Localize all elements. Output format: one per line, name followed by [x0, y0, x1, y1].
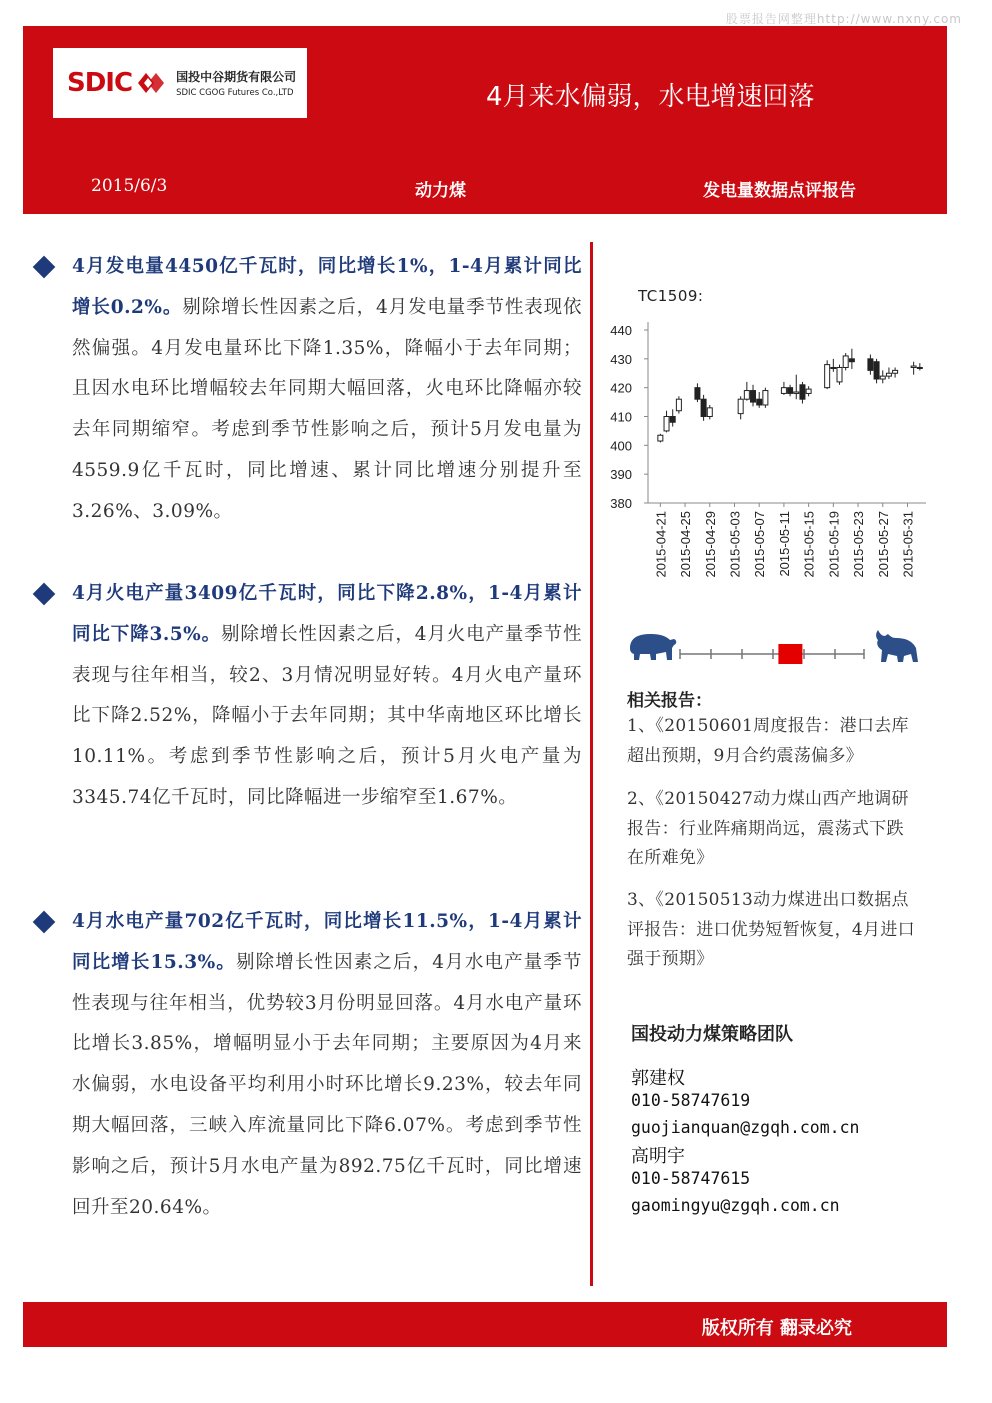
- candle-body: [893, 370, 898, 373]
- bullet-icon: [33, 256, 56, 279]
- x-tick-label: 2015-05-03: [727, 511, 743, 578]
- x-tick-label: 2015-05-11: [776, 511, 792, 577]
- watermark: 股票报告网整理http://www.nxny.com: [725, 12, 962, 26]
- candle-body: [911, 366, 916, 367]
- bull-icon: [872, 626, 920, 668]
- candle-body: [874, 362, 879, 379]
- candle-body: [707, 408, 712, 417]
- report-type: 发电量数据点评报告: [703, 181, 856, 201]
- analyst-email[interactable]: gaomingyu@zgqh.com.cn: [631, 1196, 840, 1215]
- logo-company-en: SDIC CGOG Futures Co.,LTD: [176, 88, 294, 98]
- report-footer: [23, 1302, 947, 1347]
- candle-body: [744, 391, 749, 400]
- candle-body: [763, 391, 768, 405]
- related-report-item[interactable]: 1、《20150601周度报告：港口去库超出预期，9月合约震荡偏多》: [627, 716, 909, 766]
- candle-body: [695, 388, 700, 400]
- bullet-icon: [33, 911, 56, 934]
- y-tick-label: 430: [610, 351, 632, 367]
- candle-body: [843, 356, 848, 368]
- related-report-item[interactable]: 3、《20150513动力煤进出口数据点评报告：进口优势短暂恢复，4月进口强于预期》: [627, 890, 915, 969]
- candle-body: [800, 385, 805, 399]
- analyst-name: 高明宇: [631, 1146, 685, 1167]
- logo-abbr: SDIC: [67, 68, 133, 98]
- x-tick-label: 2015-04-25: [678, 511, 694, 578]
- candle-body: [658, 435, 663, 441]
- candle-body: [781, 388, 786, 394]
- paragraph-highlight: 4月水电产量702亿千瓦时，同比增长11.5%，1-4月累计同比增长15.3%。: [72, 911, 582, 973]
- candle-body: [868, 359, 873, 371]
- x-tick-label: 2015-04-21: [653, 511, 669, 578]
- candle-body: [886, 373, 891, 376]
- candle-body: [849, 359, 854, 362]
- paragraph-body: 剔除增长性因素之后，4月发电量季节性表现依然偏强。4月发电量环比下降1.35%，降幅小于去年同期；且因水电环比增幅较去年同期大幅回落，火电环比降幅亦较去年同期缩窄。考虑到季节性影响之后，预计5月发电量为4559.9亿千瓦时，同比增速、累计同比增速分别提升至3.26%、3.09%。: [72, 296, 582, 522]
- candle-body: [806, 389, 811, 393]
- candle-body: [751, 391, 756, 403]
- related-reports-title: 相关报告：: [627, 691, 712, 711]
- analyst-email[interactable]: guojianquan@zgqh.com.cn: [631, 1118, 860, 1137]
- team-title: 国投动力煤策略团队: [631, 1024, 793, 1045]
- column-divider: [590, 242, 593, 1286]
- logo-mark-icon: [136, 70, 168, 96]
- report-category: 动力煤: [415, 181, 466, 201]
- sentiment-scale: [678, 640, 868, 668]
- paragraph-highlight: 4月火电产量3409亿千瓦时，同比下降2.8%，1-4月累计同比下降3.5%。: [72, 583, 582, 645]
- candle-body: [701, 399, 706, 416]
- paragraph-highlight: 4月发电量4450亿千瓦时，同比增长1%，1-4月累计同比增长0.2%。: [72, 256, 582, 318]
- candle-body: [831, 367, 836, 368]
- paragraph-power-generation: [72, 247, 582, 533]
- x-tick-label: 2015-04-29: [702, 511, 718, 578]
- report-header: [23, 26, 947, 214]
- y-tick-label: 420: [610, 380, 632, 396]
- chart-title: TC1509:: [638, 287, 704, 305]
- candle-body: [757, 399, 762, 405]
- x-tick-label: 2015-05-19: [826, 511, 842, 578]
- logo-company-cn: 国投中谷期货有限公司: [176, 70, 297, 84]
- candle-body: [837, 367, 842, 381]
- y-tick-label: 380: [610, 496, 632, 511]
- candle-body: [825, 365, 830, 388]
- copyright-notice: 版权所有 翻录必究: [701, 1318, 852, 1339]
- paragraph-body: 剔除增长性因素之后，4月火电产量季节性表现与往年相当，较2、3月情况明显好转。4月火电产量环比下降2.52%，降幅小于去年同期；其中华南地区环比增长10.11%。考虑到季节性影响之后，预计5月火电产量为3345.74亿千瓦时，同比降幅进一步缩窄至1.67%。: [72, 623, 583, 808]
- candlestick-chart: [598, 310, 938, 600]
- x-tick-label: 2015-05-31: [900, 511, 916, 578]
- x-tick-label: 2015-05-07: [752, 511, 768, 578]
- paragraph-hydro-power: [72, 902, 582, 1228]
- x-tick-label: 2015-05-27: [875, 511, 891, 578]
- bear-icon: [626, 626, 678, 666]
- candle-body: [880, 376, 885, 379]
- candle-body: [917, 367, 922, 368]
- y-tick-label: 440: [610, 323, 632, 338]
- report-date: 2015/6/3: [91, 176, 168, 196]
- x-tick-label: 2015-05-23: [851, 511, 867, 578]
- candle-body: [664, 417, 669, 431]
- candle-body: [670, 417, 675, 423]
- bullet-icon: [33, 583, 56, 606]
- x-tick-label: 2015-05-15: [801, 511, 817, 578]
- analyst-phone: 010-58747619: [631, 1091, 751, 1110]
- sentiment-marker: [778, 644, 802, 664]
- related-report-item[interactable]: 2、《20150427动力煤山西产地调研报告：行业阵痛期尚远，震荡式下跌在所难免》: [627, 789, 909, 868]
- paragraph-body: 剔除增长性因素之后，4月水电产量季节性表现与往年相当，优势较3月份明显回落。4月水电产量环比增长3.85%，增幅明显小于去年同期；主要原因为4月来水偏弱，水电设备平均利用小时环比增长9.23%，较去年同期大幅回落，三峡入库流量同比下降6.07%。考虑到季节性影响之后，预计5月水电产量为892.75亿千瓦时，同比增速回升至20.64%。: [72, 951, 583, 1218]
- y-tick-label: 390: [610, 467, 632, 483]
- candle-body: [676, 399, 681, 411]
- report-title: 4月来水偏弱，水电增速回落: [486, 82, 815, 112]
- company-logo: [53, 48, 307, 118]
- candle-body: [788, 388, 793, 394]
- candle-body: [738, 399, 743, 413]
- candle-body: [794, 392, 799, 393]
- y-tick-label: 410: [610, 409, 632, 425]
- paragraph-thermal-power: [72, 574, 582, 819]
- y-tick-label: 400: [610, 438, 632, 454]
- analyst-phone: 010-58747615: [631, 1169, 751, 1188]
- analyst-name: 郭建权: [631, 1068, 685, 1089]
